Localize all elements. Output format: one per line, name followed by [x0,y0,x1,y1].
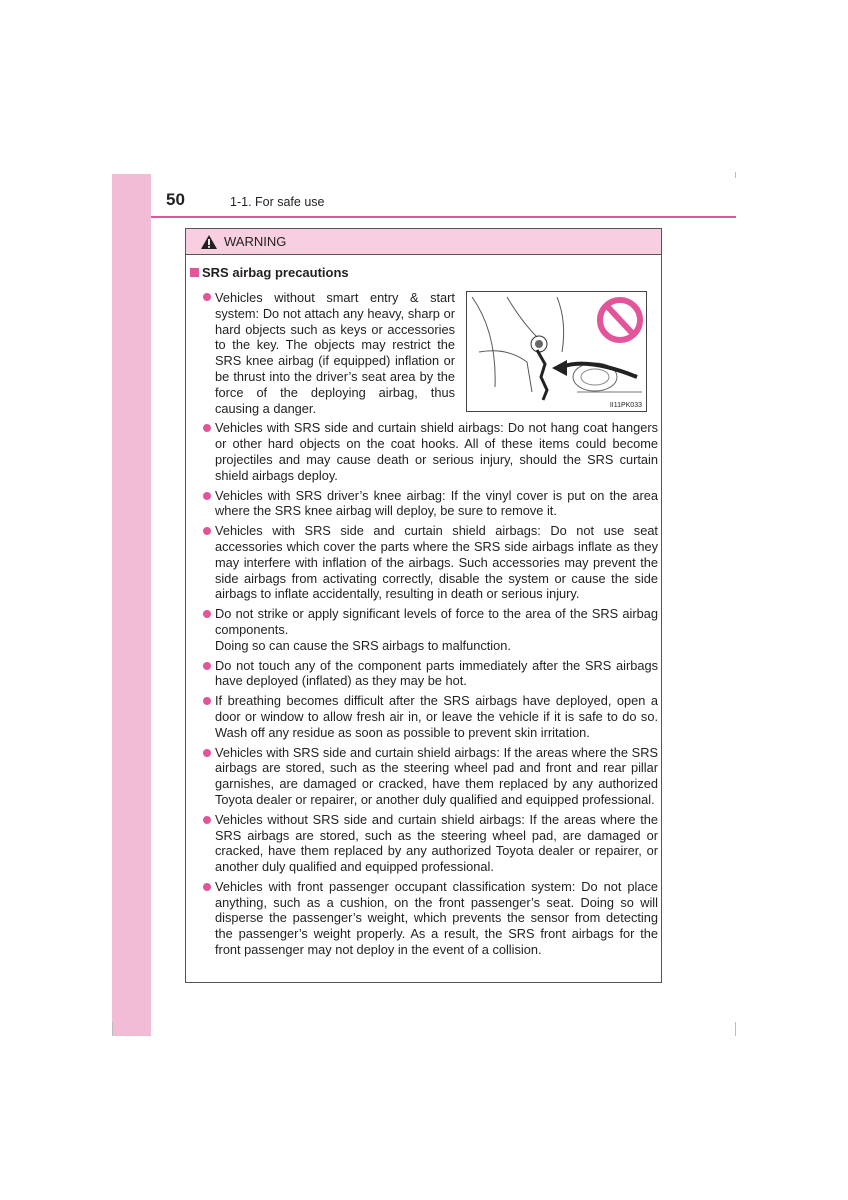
list-item: Vehicles without smart entry & start system: Do not attach any heavy, sharp or hard objects such as keys or accessories to the key. The objects may restrict the SRS knee airbag (if equipped) inflation or be thrust into the driver’s seat area by the force of the deploying airbag, thus causing a danger. [203,289,455,416]
header-divider [151,216,736,218]
list-item: Vehicles with SRS driver’s knee airbag: If the vinyl cover is put on the area where the SRS knee airbag will deploy, be sure to remove it. [203,488,658,520]
warning-label: WARNING [224,234,287,249]
list-item: Vehicles with SRS side and curtain shield airbags: If the areas where the SRS airbags are stored, such as the steering wheel pad and front and rear pillar garnishes, are damaged or cracked, have them replaced by any authorized Toyota dealer or repairer, or another duly qualified and equipped professional. [203,745,658,808]
crop-mark [735,1022,736,1036]
list-item: Vehicles with SRS side and curtain shield airbags: Do not hang coat hangers or other hard objects on the coat hooks. All of these items could become projectiles and may cause death or serious injury, should the SRS curtain shield airbags deploy. [203,420,658,483]
warning-triangle-icon [200,234,218,250]
list-item: Do not touch any of the component parts immediately after the SRS airbags have deployed (inflated) as they may be hot. [203,658,658,690]
warning-header [186,229,661,255]
list-item: If breathing becomes difficult after the SRS airbags have deployed, open a door or window to allow fresh air in, or leave the vehicle if it is safe to do so. Wash off any residue as soon as possible to prevent skin irritation. [203,693,658,740]
figure-code: II11PK033 [609,402,642,409]
bullet-list [203,289,658,962]
heading-text: SRS airbag precautions [202,265,349,280]
warning-box [185,228,662,983]
list-item: Vehicles with SRS side and curtain shield airbags: Do not use seat accessories which cover the parts where the SRS side airbags inflate as they may interfere with inflation of the airbags. Such accessories may prevent the side airbags from activating correctly, disable the system or cause the side airbags to inflate accidentally, resulting in death or serious injury. [203,523,658,602]
list-item: Vehicles without SRS side and curtain shield airbags: If the areas where the SRS airbags are stored, such as the steering wheel pad, are damaged or cracked, have them replaced by any authorized Toyota dealer or repairer, or another duly qualified and equipped professional. [203,812,658,875]
list-item: Vehicles with front passenger occupant classification system: Do not place anything, such as a cushion, on the front passenger’s seat. Doing so will disperse the passenger’s weight, which prevents the sensor from detecting the passenger’s weight properly. As a result, the SRS front airbags for the front passenger may not deploy in the event of a collision. [203,879,658,958]
crop-mark [735,172,736,178]
section-heading [190,265,349,280]
list-item-text: Do not strike or apply significant levels of force to the area of the SRS airbag components. [215,606,658,637]
square-bullet-icon [190,268,199,277]
list-item-continuation: Doing so can cause the SRS airbags to malfunction. [215,637,511,653]
list-item [203,606,658,653]
section-title: 1-1. For safe use [230,195,325,209]
page-number: 50 [166,190,185,209]
chapter-tab [112,174,151,1036]
crop-mark [112,1022,113,1036]
